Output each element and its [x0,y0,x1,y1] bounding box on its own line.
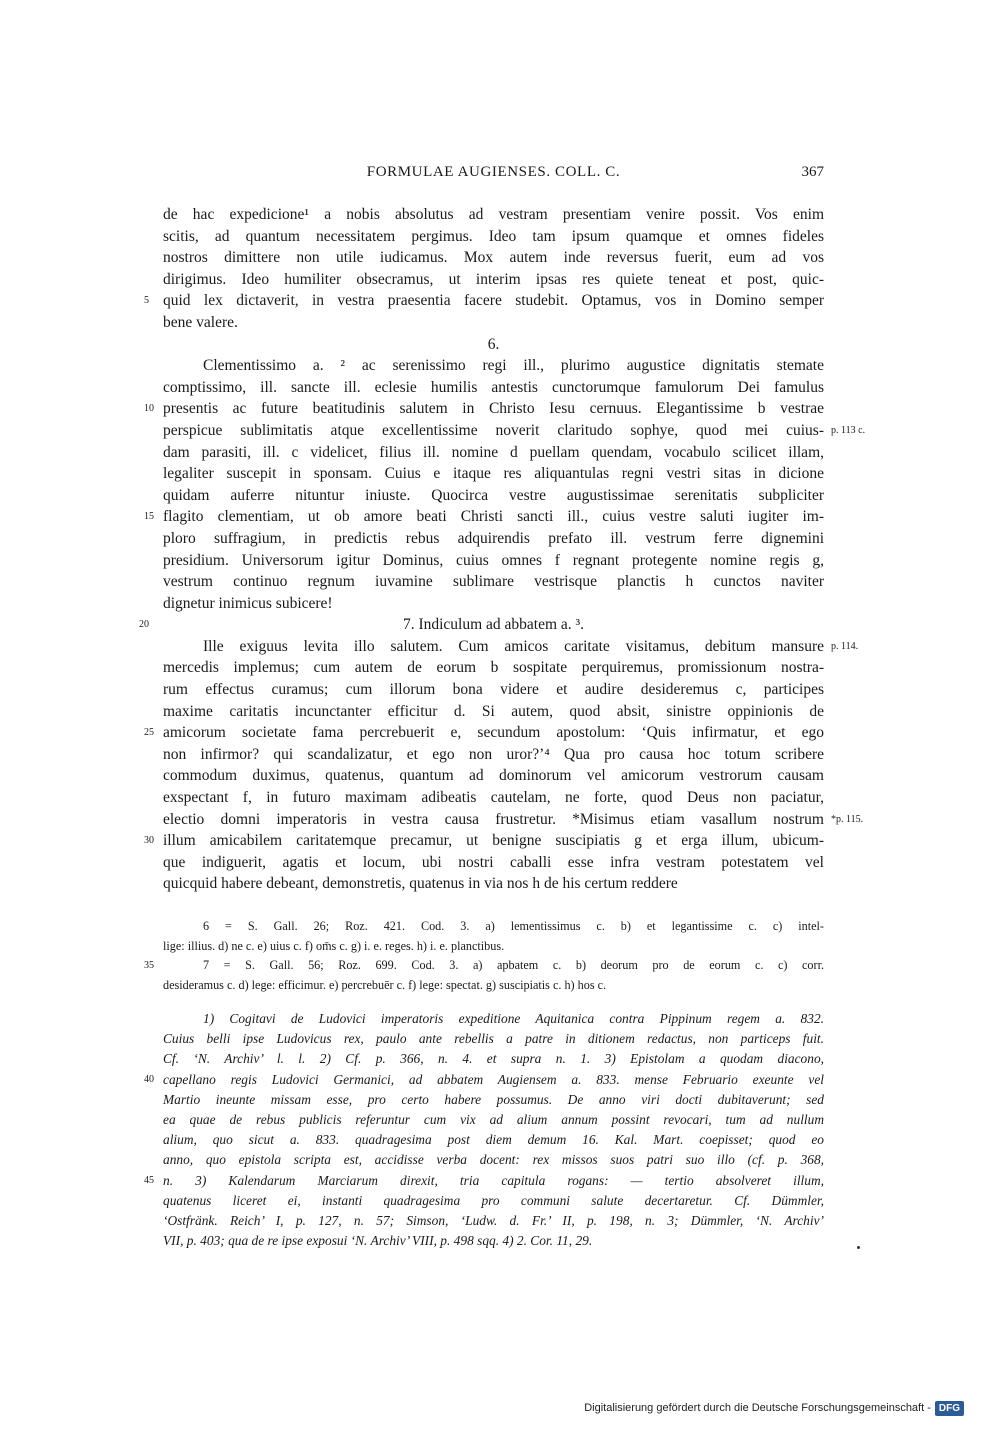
text-line [163,442,824,464]
apparatus-line [163,917,824,937]
credit-text: Digitalisierung gefördert durch die Deutsche Forschungsgemeinschaft - [584,1402,931,1414]
stray-mark [857,1246,860,1249]
text-line-text: ploro suffragium, in predictis rebus adquirendis prefato ill. vestrum ferre dignemini [163,529,824,547]
critical-apparatus [144,917,824,995]
text-line-text: non infirmor? qui scandalizatur, et ego non uror?’⁴ Qua pro causa hoc totum scribere [163,745,824,763]
footnote-line [163,1191,824,1211]
text-line [144,506,824,528]
text-line-text: dam parasiti, ill. c videlicet, filius ill. nomine d puellam quendam, vocabulo scilicet illam, [163,443,824,461]
text-line-text: rum effectus curamus; cum illorum bona videre et audire desideremus c, participes [163,681,824,699]
text-line-text: commodum duximus, quatenus, quantum ad dominorum vel amicorum vestrorum causam [163,767,824,785]
text-line-text: 6. [487,335,500,353]
text-line-text: Clementissimo a. ² ac serenissimo regi ill., plurimo augustice dignitatis stemate [203,357,824,375]
footnote-line-text: Cuius belli ipse Ludovicus rex, paulo ante rebellis a patre in ditionem redactus, non particeps fuit. [163,1031,824,1047]
text-line-text: quidam auferre nituntur iniuste. Quocirca vestre augustissimae serenitatis subpliciter [163,486,824,504]
text-line-text: illum amicabilem caritatemque precamur, ut benigne suscipiatis g et erga illum, ubicum- [163,832,824,850]
text-line [163,528,824,550]
text-line-text: presidium. Universorum igitur Dominus, cuius omnes f regnant protegente nomine regis g, [163,551,824,569]
footnote-line [163,1110,824,1130]
footnote-line-text: Martio ineunte missam esse, pro certo habere possumus. De anno viri docti dubitaverunt; sed [163,1091,824,1107]
text-line-text: que indiguerit, agatis et locum, ubi nostri caballi esse infra vestram potestatem vel [163,853,824,871]
text-line [163,226,824,248]
margin-page-ref: p. 113 c. [831,424,866,436]
margin-page-ref: *p. 115. [831,813,864,825]
text-line [163,247,824,269]
footnote-line [163,1090,824,1110]
text-line [163,809,864,831]
text-line-text: maxime caritatis incunctanter efficitur d. Si autem, quod absit, sinistre oppinionis de [163,702,824,720]
footnote-line-text: quatenus liceret ei, instanti quadragesima pro communi salute decertaretur. Cf. Dümmler, [163,1192,824,1208]
apparatus-line [163,937,824,957]
line-number: 35 [144,960,154,972]
text-line [163,765,824,787]
apparatus-line [163,976,824,996]
footnote-line [163,1130,824,1150]
text-line-text: nostros dimittere non utile iudicamus. Mox autem inde reversus fuerit, eum ad vos [163,249,824,267]
margin-page-ref: p. 114. [831,640,859,652]
text-line-text: electio domni imperatoris in vestra causa frustretur. *Misimus etiam vasallum nostrum [163,810,824,828]
text-line-text: perspicue sublimitatis atque excellentissime noverit claritudo sophye, quod mei cuius- [163,421,824,439]
text-line-text: de hac expedicione¹ a nobis absolutus ad vestram presentiam venire possit. Vos enim [163,206,824,223]
line-number: 45 [144,1174,154,1186]
footnote-line [163,1150,824,1170]
text-line [163,701,824,723]
text-line-text: quid lex dictaverit, in vestra praesentia facere studebit. Optamus, vos in Domino semper [163,292,824,310]
text-line [163,593,824,615]
text-line [163,550,824,572]
footnote-line [163,1211,824,1231]
footnote-line [163,1231,824,1251]
text-line [163,744,824,766]
text-line-text: bene valere. [163,313,238,331]
text-line [163,377,824,399]
text-line [163,334,824,356]
footnotes [144,1009,824,1251]
text-line [144,830,824,852]
text-line [163,420,866,442]
footnote-line-text: Cf. ‘N. Archiv’ l. l. 2) Cf. p. 366, n. 4. et supra n. 1. 3) Epistolam a quodam diacono, [163,1051,824,1067]
footnote-line-text: alium, quo sicut a. 833. quadragesima post diem demum 16. Kal. Mart. coepisset; quod eo [163,1132,824,1148]
text-line [163,657,824,679]
page-header [163,164,824,186]
line-number: 25 [144,727,154,739]
text-line [144,398,824,420]
footnote-line [163,1049,824,1069]
text-line-text: dignetur inimicus subicere! [163,594,333,612]
main-text [139,204,866,895]
text-line [163,463,824,485]
text-line [163,679,824,701]
text-line-text: vestrum continuo regnum iuvamine sublimare vestrisque planctis h cunctos naviter [163,573,824,591]
text-line-text: scitis, ad quantum necessitatem pergimus. Ideo tam ipsum quamque et omnes fideles [163,227,824,245]
footnote-line-text: capellano regis Ludovici Germanici, ad abbatem Augiensem a. 833. mense Februario exeunte vel [163,1071,824,1087]
line-number: 5 [144,295,149,307]
apparatus-line-text: 6 = S. Gall. 26; Roz. 421. Cod. 3. a) lementissimus c. b) et legantissime c. c) intel- [203,919,824,933]
dfg-logo-icon: DFG [935,1401,964,1416]
text-line-text: flagito clementiam, ut ob amore beati Christi sancti ill., cuius vestre saluti iugiter im- [163,508,824,526]
text-line [163,852,824,874]
footnote-line-text: ‘Ostfränk. Reich’ I, p. 127, n. 57; Simson, ‘Ludw. d. Fr.’ II, p. 198, n. 3; Dümmler, ‘N. Archiv’ [163,1212,824,1228]
text-line [144,290,824,312]
text-line [144,722,824,744]
footnote-line-text: anno, quo epistola scripta est, accidisse verba docent: rex missos suos patri suo illo (cf. p. 368, [163,1152,824,1168]
text-line-text: Ille exiguus levita illo salutem. Cum amicos caritate visitamus, debitum mansure [203,637,824,655]
text-line [163,312,824,334]
text-line [163,269,824,291]
text-line [163,636,859,658]
page-number: 367 [801,164,824,180]
footnote-line [163,1009,824,1029]
digitization-credit [584,1397,964,1419]
text-line-text: 7. Indiculum ad abbatem a. ³. [402,616,585,634]
running-title: FORMULAE AUGIENSES. COLL. C. [366,164,621,180]
text-line-text: presentis ac future beatitudinis salutem in Christo Iesu cernuus. Elegantissime b vestrae [163,400,824,418]
apparatus-line-text: 7 = S. Gall. 56; Roz. 699. Cod. 3. a) apbatem c. b) deorum pro de eorum c. c) corr. [203,958,824,973]
text-line-text: quicquid habere debeant, demonstretis, quatenus in via nos h de his certum reddere [163,875,678,893]
text-line [163,204,824,226]
footnote-line-text: 1) Cogitavi de Ludovici imperatoris expeditione Aquitanica contra Pippinum regem a. 832. [203,1011,824,1026]
line-number: 30 [144,835,154,847]
text-line-text: amicorum societate fama percrebuerit e, secundum apostolum: ‘Quis infirmatur, et ego [163,724,824,742]
apparatus-line-text: lige: illius. d) ne c. e) uius c. f) om̄s c. g) i. e. reges. h) i. e. planctibus. [163,938,505,953]
footnote-line-text: n. 3) Kalendarum Marciarum direxit, tria capitula rogans: — tertio absolveret illum, [163,1172,824,1188]
line-number: 40 [144,1073,154,1085]
footnote-line [144,1070,824,1090]
footnote-line [144,1171,824,1191]
text-line [163,355,824,377]
line-number: 15 [144,511,154,523]
text-line [163,571,824,593]
line-number: 20 [139,619,149,631]
line-number: 10 [144,403,154,415]
text-line [139,614,824,636]
text-line-text: mercedis implemus; cum autem de eorum b sospitate perquiremus, promissionum nostra- [163,659,824,677]
text-line [163,485,824,507]
text-line-text: legaliter suscepit in sponsam. Cuius e itaque res aliquantulas regni vestri sitas in dicione [163,465,824,483]
footnote-line-text: ea quae de rebus publicis referuntur cum vix ad alium annum possint revocari, tum ad nullum [163,1111,824,1127]
text-line-text: comptissimo, ill. sancte ill. eclesie humilis antestis cunctorumque famulorum Dei famulus [163,378,824,396]
footnote-line [163,1029,824,1049]
apparatus-line-text: desideramus c. d) lege: efficimur. e) percrebuēr c. f) lege: spectat. g) suscipiatis c. h) hos c. [163,977,607,992]
apparatus-line [144,956,824,976]
text-line-text: dirigimus. Ideo humiliter obsecramus, ut interim ipsas res quiete teneat et post, quic- [163,270,824,288]
text-line-text: exspectant f, in futuro maximam adibeatis cautelam, ne forte, quod Deus non paciatur, [163,789,824,807]
text-line [163,787,824,809]
text-line [163,873,824,895]
footnote-line-text: VII, p. 403; qua de re ipse exposui ‘N. Archiv’ VIII, p. 498 sqq. 4) 2. Cor. 11, 29. [163,1233,593,1249]
